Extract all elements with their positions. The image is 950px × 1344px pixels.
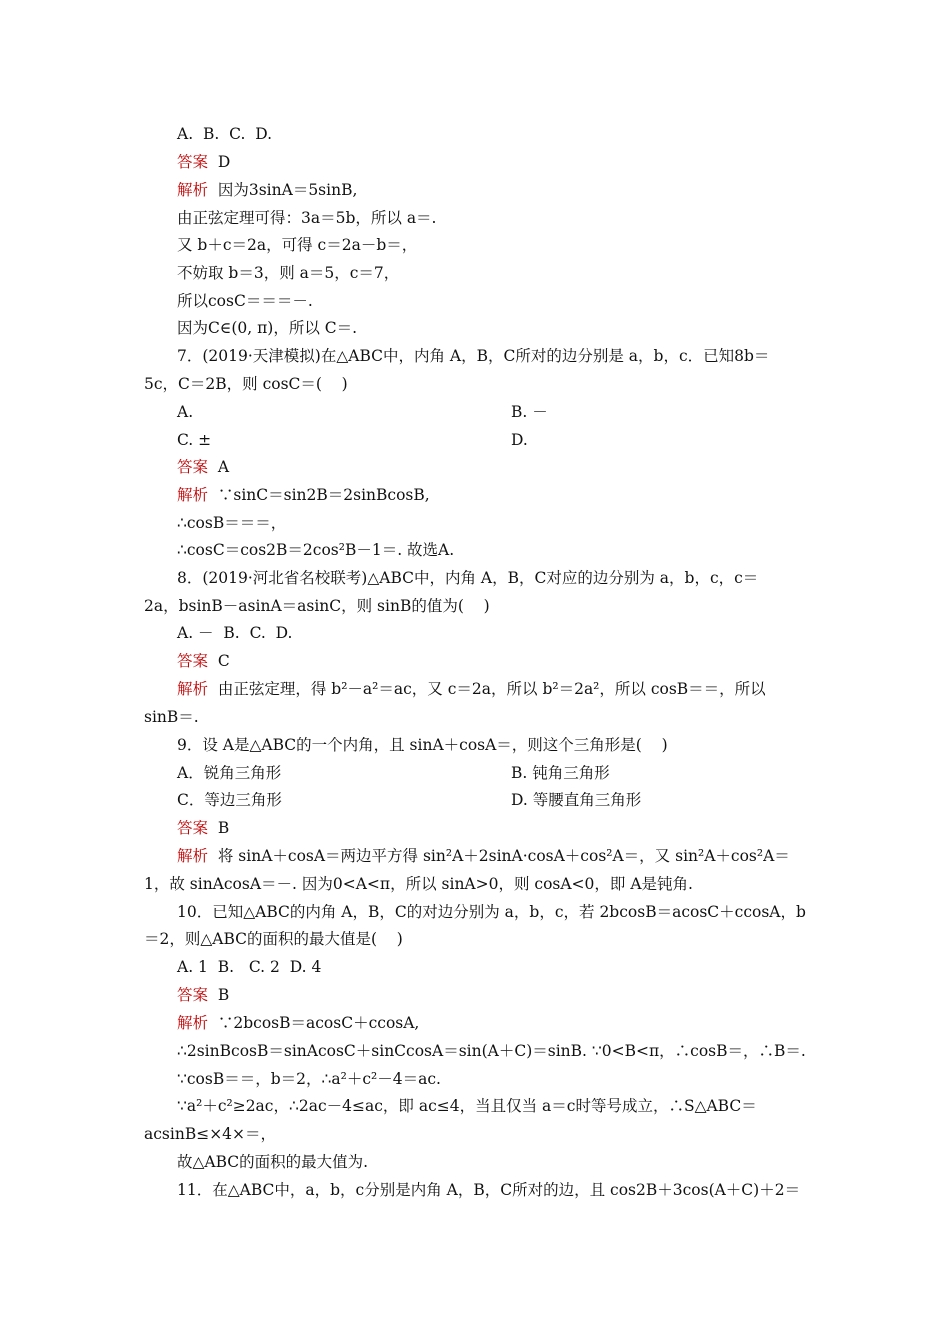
section-label: 答案 (177, 986, 209, 1004)
line-left (177, 1150, 368, 1174)
text-line (0, 150, 950, 174)
line-text: ∵2bcosB＝acosC＋ccosA, (208, 1014, 420, 1032)
line-text: 9．设 A是△ABC的一个内角，且 sinA＋cosA＝，则这个三角形是( ) (177, 736, 668, 754)
line-text: 10．已知△ABC的内角 A，B，C的对边分别为 a，b，c，若 2bcosB＝acosC＋ccosA，b (177, 903, 806, 921)
line-left (144, 927, 403, 951)
text-line (0, 455, 950, 479)
line-left (177, 1094, 757, 1118)
line-left (177, 1039, 806, 1063)
line-text: 7．(2019·天津模拟)在△ABC中，内角 A，B，C所对的边分别是 a，b，c．已知8b＝ (177, 347, 770, 365)
line-left (177, 344, 769, 368)
section-label: 解析 (177, 181, 209, 199)
text-line (0, 1178, 950, 1202)
section-label: 答案 (177, 458, 209, 476)
text-line (0, 927, 950, 951)
text-line (0, 122, 950, 146)
text-line (0, 316, 950, 340)
section-label: 解析 (177, 847, 209, 865)
line-right-option (511, 788, 641, 812)
line-left (144, 872, 693, 896)
line-left (177, 649, 230, 673)
line-left (177, 844, 790, 868)
text-line (0, 983, 950, 1007)
text-line (0, 1039, 950, 1063)
line-text: D. 等腰直角三角形 (511, 791, 642, 809)
line-text: 11．在△ABC中，a，b，c分别是内角 A，B，C所对的边，且 cos2B＋3cos(A＋C)＋2＝ (177, 1181, 801, 1199)
line-text: 8．(2019·河北省名校联考)△ABC中，内角 A，B，C对应的边分别为 a，b，c，c＝ (177, 569, 759, 587)
text-line (0, 705, 950, 729)
line-left (177, 816, 229, 840)
line-text: ∵sinC＝sin2B＝2sinBcosB, (208, 486, 430, 504)
line-text: B. 钝角三角形 (511, 764, 610, 782)
text-line (0, 788, 950, 812)
text-line (0, 372, 950, 396)
text-line (0, 261, 950, 285)
text-line (0, 483, 950, 507)
line-left (177, 178, 357, 202)
line-text: 又 b＋c＝2a，可得 c＝2a－b＝， (177, 236, 418, 254)
line-left (144, 372, 348, 396)
line-left (177, 538, 454, 562)
line-text: 将 sinA＋cosA＝两边平方得 sin²A＋2sinA·cosA＋cos²A＝，又 sin²A＋cos²A＝ (208, 847, 790, 865)
line-left (177, 761, 281, 785)
line-left (177, 400, 193, 424)
line-left (177, 261, 399, 285)
section-label: 答案 (177, 819, 209, 837)
text-line (0, 206, 950, 230)
text-line (0, 233, 950, 257)
text-line (0, 1122, 950, 1146)
line-left (177, 289, 313, 313)
line-text: C. ± (177, 431, 212, 449)
text-line (0, 733, 950, 757)
line-left (177, 206, 436, 230)
text-line (0, 178, 950, 202)
line-right-option (511, 428, 528, 452)
text-line (0, 1150, 950, 1174)
text-line (0, 428, 950, 452)
line-left (177, 733, 668, 757)
line-text: A. B. C. D. (177, 125, 273, 143)
line-text: ∴cosC＝cos2B＝2cos²B－1＝. 故选A. (177, 541, 455, 559)
text-line (0, 1094, 950, 1118)
text-line (0, 677, 950, 701)
line-left (177, 983, 229, 1007)
line-text: A. － B. C. D. (177, 624, 293, 642)
line-text: 因为3sinA＝5sinB, (208, 181, 358, 199)
text-line (0, 1011, 950, 1035)
section-label: 答案 (177, 652, 209, 670)
line-left (177, 900, 806, 924)
text-line (0, 538, 950, 562)
line-left (177, 150, 230, 174)
line-left (177, 316, 357, 340)
line-text: A．锐角三角形 (177, 764, 282, 782)
text-line (0, 566, 950, 590)
text-line (0, 955, 950, 979)
line-left (177, 428, 211, 452)
line-text: 故△ABC的面积的最大值为. (177, 1153, 369, 1171)
line-left (177, 122, 272, 146)
section-label: 解析 (177, 1014, 209, 1032)
line-text: sinB＝. (144, 708, 199, 726)
line-text: acsinB≤×4×＝， (144, 1125, 277, 1143)
text-line (0, 844, 950, 868)
text-line (0, 289, 950, 313)
line-text: 1，故 sinAcosA＝－. 因为0<A<π，所以 sinA>0，则 cosA<0，即 A是钝角. (144, 875, 693, 893)
line-text: D (208, 153, 231, 171)
line-right-option (511, 400, 548, 424)
line-left (177, 1178, 800, 1202)
line-left (177, 566, 758, 590)
section-label: 答案 (177, 153, 209, 171)
text-line (0, 344, 950, 368)
line-text: 由正弦定理，得 b²－a²＝ac，又 c＝2a，所以 b²＝2a²，所以 cosB＝＝，所以 (208, 680, 766, 698)
line-left (144, 705, 199, 729)
text-line (0, 511, 950, 535)
text-line (0, 400, 950, 424)
text-line (0, 1067, 950, 1091)
line-text: ∴2sinBcosB＝sinAcosC＋sinCcosA＝sin(A＋C)＝sinB. ∵0<B<π，∴cosB＝，∴B＝. (177, 1042, 806, 1060)
line-left (177, 788, 282, 812)
line-text: B (208, 819, 230, 837)
line-text: C (208, 652, 230, 670)
line-left (177, 677, 766, 701)
text-line (0, 649, 950, 673)
line-left (144, 594, 490, 618)
line-left (177, 621, 292, 645)
line-text: 由正弦定理可得：3a＝5b，所以 a＝. (177, 209, 437, 227)
text-line (0, 594, 950, 618)
line-text: 所以cosC＝＝＝－. (177, 292, 313, 310)
line-left (177, 511, 286, 535)
text-line (0, 872, 950, 896)
line-left (177, 1067, 441, 1091)
section-label: 解析 (177, 486, 209, 504)
line-text: 因为C∈(0, π)，所以 C＝. (177, 319, 358, 337)
line-text: ＝2，则△ABC的面积的最大值是( ) (144, 930, 403, 948)
line-left (177, 483, 430, 507)
text-line (0, 816, 950, 840)
line-text: 不妨取 b＝3，则 a＝5，c＝7， (177, 264, 400, 282)
line-right-option (511, 761, 610, 785)
line-text: ∵cosB＝＝，b＝2，∴a²＋c²－4＝ac. (177, 1070, 441, 1088)
line-left (177, 1011, 419, 1035)
line-left (177, 233, 417, 257)
line-text: A. (177, 403, 194, 421)
text-line (0, 761, 950, 785)
line-text: A (208, 458, 230, 476)
line-text: C．等边三角形 (177, 791, 282, 809)
line-text: A. 1 B. C. 2 D. 4 (177, 958, 322, 976)
section-label: 解析 (177, 680, 209, 698)
line-text: B. － (511, 403, 548, 421)
line-left (144, 1122, 276, 1146)
line-text: D. (511, 431, 528, 449)
line-text: 2a，bsinB－asinA＝asinC，则 sinB的值为( ) (144, 597, 490, 615)
line-text: 5c，C＝2B，则 cosC＝( ) (144, 375, 348, 393)
line-left (177, 955, 321, 979)
text-line (0, 621, 950, 645)
line-text: B (208, 986, 230, 1004)
line-text: ∵a²＋c²≥2ac，∴2ac－4≤ac，即 ac≤4，当且仅当 a＝c时等号成立，∴S△ABC＝ (177, 1097, 757, 1115)
line-text: ∴cosB＝＝＝， (177, 514, 287, 532)
line-left (177, 455, 229, 479)
text-line (0, 900, 950, 924)
